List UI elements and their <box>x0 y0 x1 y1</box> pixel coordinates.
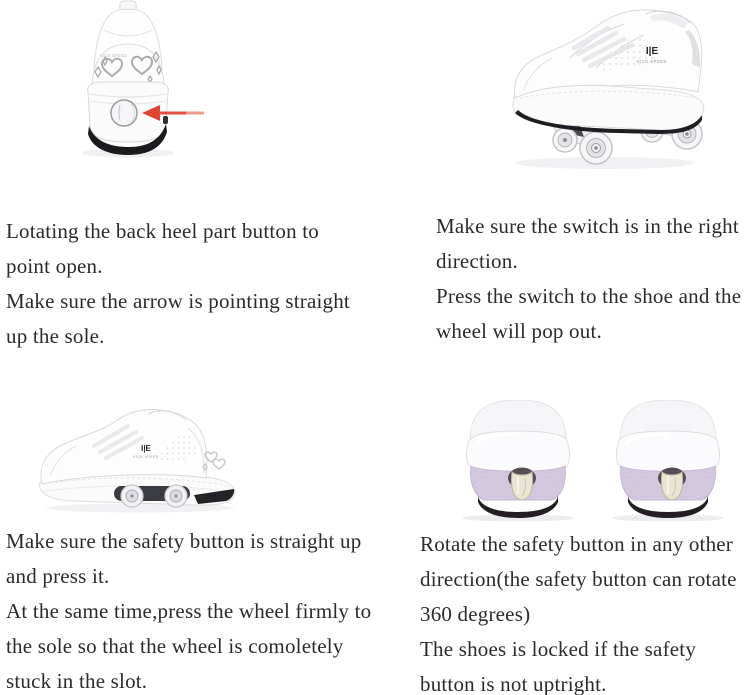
figure-wheels-retracted <box>28 402 246 514</box>
figure-wheels-deployed <box>500 2 715 172</box>
instruction-text-open-button <box>6 214 350 354</box>
instruction-text-switch <box>436 209 741 349</box>
retracted-shoe-illustration <box>28 402 246 514</box>
instruction-line: Make sure the arrow is pointing straight <box>6 289 350 313</box>
instruction-line: the sole so that the wheel is comoletely <box>6 634 344 658</box>
left-heel <box>462 400 574 522</box>
heel-button <box>111 100 137 126</box>
instruction-text-lock-button <box>420 527 737 695</box>
wheel <box>580 132 612 164</box>
instruction-line: Lotating the back heel part button to <box>6 219 319 243</box>
instruction-text-press-wheel <box>6 524 371 695</box>
brand-logo-text: KICK SPEED <box>636 59 668 64</box>
right-heel <box>612 400 724 522</box>
rear-shoe-illustration <box>60 0 215 160</box>
instruction-line: wheel will pop out. <box>436 319 602 343</box>
instruction-line: 360 degrees) <box>420 602 531 626</box>
brand-logo-mark: I|E <box>141 444 151 453</box>
figure-rear-heel-button <box>60 0 215 160</box>
instruction-line: and press it. <box>6 564 110 588</box>
instruction-line: direction(the safety button can rotate <box>420 567 737 591</box>
instruction-line: point open. <box>6 254 103 278</box>
instruction-line: direction. <box>436 249 518 273</box>
heart-icon <box>213 459 225 469</box>
instruction-line: Press the switch to the shoe and the <box>436 284 742 308</box>
instruction-line: up the sole. <box>6 324 105 348</box>
faint-brand-text: KICK SPEED <box>100 53 128 58</box>
instruction-line: stuck in the slot. <box>6 669 148 693</box>
wheel <box>165 485 187 507</box>
instruction-line: Make sure the switch is in the right <box>436 214 739 238</box>
instruction-line: The shoes is locked if the safety <box>420 637 697 661</box>
side-clip <box>163 116 168 124</box>
deployed-shoe-illustration <box>500 2 715 172</box>
instruction-line: Make sure the safety button is straight up <box>6 529 362 553</box>
wheel <box>553 128 577 152</box>
instruction-line: Rotate the safety button in any other <box>420 532 733 556</box>
figure-safety-buttons <box>452 400 744 522</box>
heels-illustration <box>452 400 744 522</box>
instruction-line: At the same time,press the wheel firmly to <box>6 599 372 623</box>
instruction-line: button is not uptright. <box>420 672 607 695</box>
wheel <box>121 485 143 507</box>
brand-logo-mark: I|E <box>645 46 659 57</box>
brand-logo-text: KICK SPEED <box>133 455 159 459</box>
